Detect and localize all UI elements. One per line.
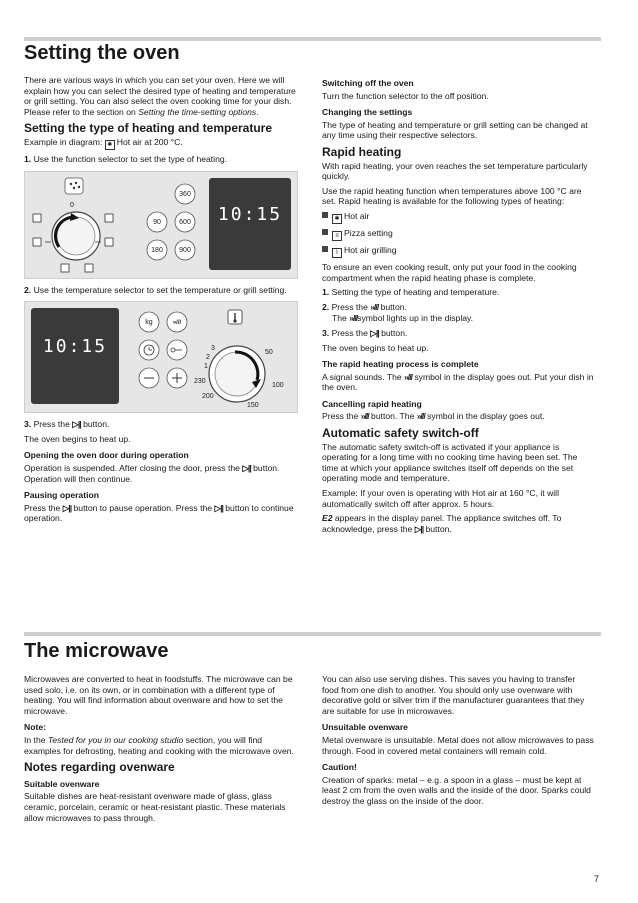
rapid-text-1: With rapid heating, your oven reaches the set temperature particularly quickly. (322, 160, 588, 182)
start-symbol-icon: ▷|| (370, 327, 379, 338)
dial-label-50: 50 (265, 349, 273, 357)
rapid-heat-up-text: The oven begins to heat up. (322, 342, 429, 353)
start-symbol-icon: ▷|| (414, 523, 424, 534)
caution-text: Creation of sparks: metal – e.g. a spoon in a glass – must be kept at least 2 cm from the oven walls and the inside of the door. Sparks could destroy the glass on the inside of the door. (322, 774, 591, 806)
dial-label-150: 150 (247, 402, 259, 410)
microwave-right-column (322, 674, 594, 811)
suitable-heading: Suitable ovenware (24, 778, 100, 789)
example-line: Example in diagram: ✱ Hot air at 200 °C. (24, 136, 183, 148)
hot-air-grilling-icon: ⌇ (332, 248, 342, 258)
rapid-type-pizza: ≡ Pizza setting (322, 228, 594, 241)
dial-label-3: 3 (211, 345, 215, 353)
kg-button[interactable]: kg (145, 319, 153, 327)
key-900[interactable]: 900 (179, 246, 191, 254)
intro-ref: Setting the time-setting options (138, 106, 257, 117)
step-3: 3. Press the ▷|| button. (24, 419, 110, 430)
changing-heading: Changing the settings (322, 107, 413, 118)
rapid-heat-icon: »/// (370, 301, 379, 312)
rapid-heat-icon: »/// (360, 411, 369, 422)
rapid-heat-icon: »/// (416, 411, 425, 422)
key-180[interactable]: 180 (151, 246, 163, 254)
changing-text: The type of heating and temperature or grill setting can be changed at any time using their respective selectors. (322, 119, 588, 141)
ovenware-heading: Notes regarding ovenware (24, 760, 175, 775)
step-1: 1. Use the function selector to set the type of heating. (24, 153, 228, 164)
pausing-text: Press the ▷|| button to pause operation. Press the ▷|| button to continue operation. (24, 502, 294, 524)
dial-label-100: 100 (272, 382, 284, 390)
rapid-text-2: Use the rapid heating function when temperatures above 100 °C are set. Rapid heating is available for the following types of heating: (322, 185, 582, 207)
selector-zero-label: 0 (70, 201, 74, 209)
safety-text-2: Example: If your oven is operating with Hot air at 160 °C, it will automatically switch off after approx. 5 hours. (322, 488, 560, 509)
complete-heading: The rapid heating process is complete (322, 359, 479, 370)
start-symbol-icon: ▷|| (62, 502, 72, 513)
step-2: 2. Use the temperature selector to set the temperature or grill setting. (24, 284, 287, 295)
minus-button[interactable] (139, 368, 159, 388)
key-90[interactable]: 90 (153, 218, 161, 226)
section-rule-microwave (24, 632, 601, 636)
oven-left-column (24, 75, 296, 528)
heat-up-text: The oven begins to heat up. (24, 433, 131, 444)
dial-label-200: 200 (202, 393, 214, 401)
opening-heading: Opening the oven door during operation (24, 450, 189, 461)
unsuitable-heading: Unsuitable ovenware (322, 722, 408, 733)
microwave-intro: Microwaves are converted to heat in foodstuffs. The microwave can be used solo, i.e. on its own, or in combination with a different type of heating. You will find information about ovenware and how to set the microwave. (24, 674, 293, 716)
oven-intro: There are various ways in which you can set your oven. Here we will explain how you can select the desired type of heating and temperature or grill setting. You can also select the oven cooking time for your dish. Please refer to the section on Setting the time-setting options. (24, 75, 296, 117)
cancel-heading: Cancelling rapid heating (322, 398, 422, 409)
key-button[interactable] (167, 340, 187, 360)
error-code: E2 (322, 513, 333, 524)
complete-text: A signal sounds. The »/// symbol in the display goes out. Put your dish in the oven. (322, 371, 594, 393)
page-title-microwave: The microwave (24, 640, 169, 662)
opening-text: Operation is suspended. After closing the door, press the ▷|| button. Operation will then continue. (24, 462, 280, 484)
key-600[interactable]: 600 (179, 218, 191, 226)
rapid-heat-icon: »/// (349, 313, 358, 324)
dial-label-1: 1 (204, 363, 208, 371)
safety-heading: Automatic safety switch-off (322, 426, 479, 441)
key-360[interactable]: 360 (179, 190, 191, 198)
plus-button[interactable] (167, 368, 187, 388)
rapid-type-grill: ⌇ Hot air grilling (322, 245, 594, 258)
suitable-text: Suitable dishes are heat-resistant ovenware made of glass, glass ceramic, porcelain, ceramic or heat-resistant plastic. These materials allow microwaves to pass through. (24, 791, 286, 823)
clock-button[interactable] (139, 340, 159, 360)
rapid-heat-button[interactable]: »/// (172, 320, 182, 327)
safety-text-3: E2 appears in the display panel. The appliance switches off. To acknowledge, press the ▷|| button. (322, 513, 562, 534)
rapid-heat-icon: »/// (404, 371, 412, 382)
rapid-heading: Rapid heating (322, 144, 402, 159)
rapid-text-3: To ensure an even cooking result, only put your food in the cooking compartment when the rapid heating phase is complete. (322, 261, 577, 283)
switching-heading: Switching off the oven (322, 78, 414, 88)
pizza-setting-icon: ≡ (332, 231, 342, 241)
display-time-2: 10:15 (42, 336, 108, 358)
page-title-oven: Setting the oven (24, 42, 180, 64)
start-symbol-icon: ▷|| (214, 502, 223, 513)
caution-heading: Caution! (322, 762, 357, 773)
rapid-step-2: 2. Press the »/// button. (322, 301, 407, 312)
microwave-left-column (24, 674, 296, 827)
unsuitable-text: Metal ovenware is unsuitable. Metal does not allow microwaves to pass through. Food in covered metal containers will remain cold. (322, 734, 594, 756)
switching-text: Turn the function selector to the off position. (322, 90, 489, 101)
oven-control-panel-2 (24, 301, 298, 413)
control-panel-2-drawing (25, 302, 297, 412)
oven-right-column (322, 78, 594, 538)
hot-air-icon: ✱ (105, 140, 115, 150)
rapid-step-2-note: The »///symbol lights up in the display. (332, 313, 474, 324)
cancel-text: Press the »/// button. The »/// symbol in the display goes out. (322, 411, 545, 422)
note-heading: Note: (24, 722, 46, 733)
page-number: 7 (594, 874, 600, 884)
start-symbol-icon: ▷|| (72, 419, 81, 430)
hot-air-icon: ✱ (332, 214, 342, 224)
pausing-heading: Pausing operation (24, 490, 99, 501)
note-text: In the Tested for you in our cooking studio section, you will find examples for defrosting, heating and cooking with the microwave oven. (24, 734, 294, 756)
setting-heading: Setting the type of heating and temperature (24, 121, 273, 136)
serving-text: You can also use serving dishes. This saves you having to transfer food from one dish to another. You should only use ovenware with decorative gold or silver trim if the manufacturer guarantees that they are suitable for use in microwaves. (322, 674, 585, 716)
safety-text-1: The automatic safety switch-off is activated if your appliance is operating for a long time with no cooking time having been set. The time at which your appliance switches itself off depends on the set operating mode and temperature. (322, 441, 578, 484)
display-time-1: 10:15 (217, 203, 283, 225)
section-rule-oven (24, 37, 601, 41)
rapid-step-3: 3. Press the ▷|| button. (322, 327, 408, 338)
rapid-type-hot-air: ✱ Hot air (322, 211, 594, 224)
dial-label-230: 230 (194, 378, 206, 386)
dial-label-2: 2 (206, 354, 210, 362)
oven-control-panel-1 (24, 171, 298, 279)
start-symbol-icon: ▷|| (242, 462, 251, 473)
rapid-step-1: 1. Setting the type of heating and temperature. (322, 287, 500, 298)
